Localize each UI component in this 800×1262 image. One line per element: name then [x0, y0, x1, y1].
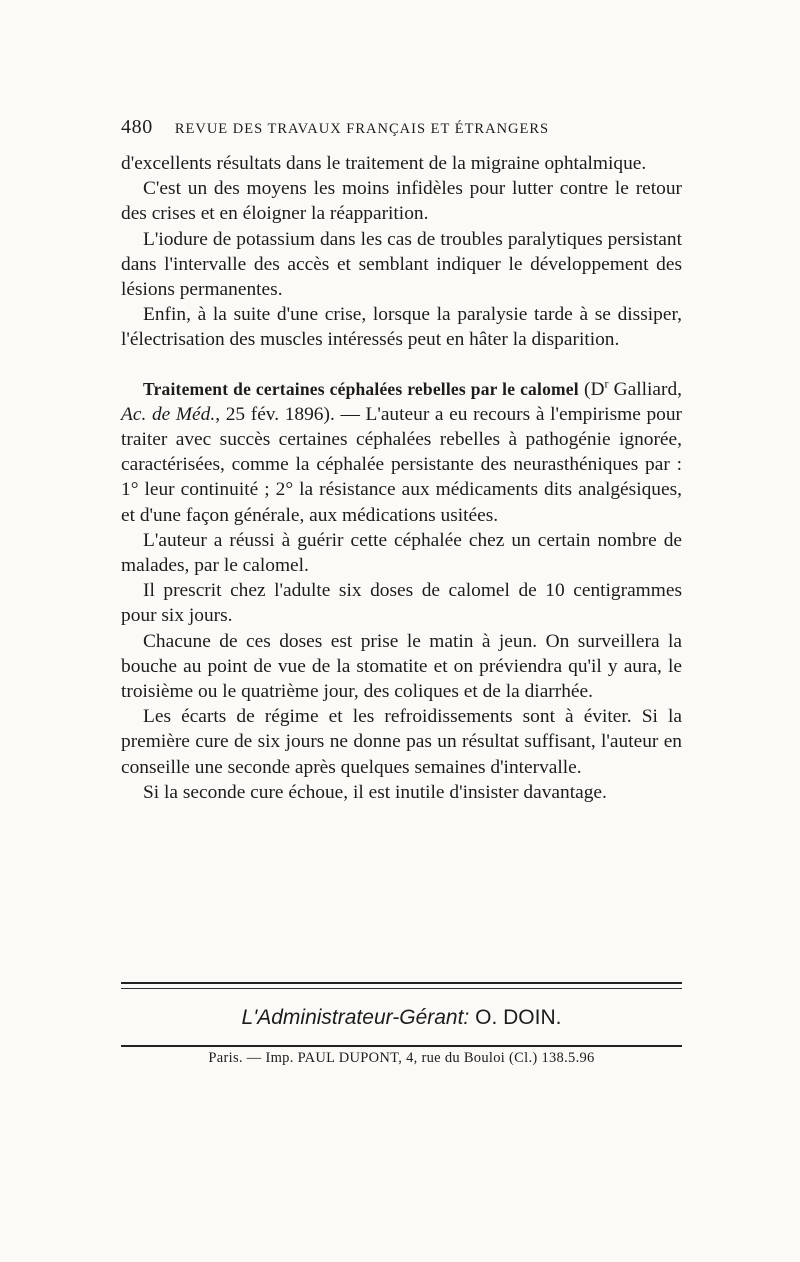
article-lead-paragraph — [121, 377, 682, 528]
section-gap — [121, 353, 682, 377]
paragraph: C'est un des moyens les moins infidèles pour lutter contre le retour des crises et en éloigner la réapparition. — [121, 178, 682, 225]
printer-imprint: Paris. — Imp. PAUL DUPONT, 4, rue du Bouloi (Cl.) 138.5.96 — [208, 1050, 595, 1066]
paragraph: d'excellents résultats dans le traitement de la migraine ophtalmique. — [121, 153, 647, 174]
article-title: Traitement de certaines céphalées rebelles par le calomel — [143, 378, 579, 399]
page-number: 480 — [121, 116, 153, 138]
paragraph: Chacune de ces doses est prise le matin à jeun. On surveillera la bouche au point de vue de la stomatite et on préviendra qu'il y aura, le troisième ou le quatrième jour, des coliques et de la diarrhée. — [121, 630, 682, 703]
divider-thin — [121, 988, 682, 989]
page-body — [121, 151, 682, 805]
paragraph: Enfin, à la suite d'une crise, lorsque la paralysie tarde à se dissiper, l'électrisation des muscles intéressés peut en hâter la disparition. — [121, 304, 682, 351]
citation-open: (D — [583, 378, 605, 400]
admin-name: O. DOIN. — [475, 1006, 562, 1029]
paragraph: L'iodure de potassium dans les cas de troubles paralytiques persistant dans l'intervalle des accès et semblant indiquer le développement des lésions permanentes. — [121, 228, 682, 301]
divider-thick — [121, 982, 682, 984]
citation-author: Galliard, — [608, 378, 682, 400]
paragraph: Il prescrit chez l'adulte six doses de calomel de 10 centigrammes pour six jours. — [121, 580, 682, 627]
paragraph: Si la seconde cure échoue, il est inutile d'insister davantage. — [143, 781, 607, 803]
paragraph: Les écarts de régime et les refroidissements sont à éviter. Si la première cure de six jours ne donne pas un résultat suffisant, l'auteur en conseille une seconde après quelques semaines d'intervalle. — [121, 706, 682, 778]
citation-superscript: r — [604, 376, 609, 391]
divider-footer — [121, 1045, 682, 1047]
running-title: REVUE DES TRAVAUX FRANÇAIS ET ÉTRANGERS — [174, 121, 550, 137]
citation-rest: , 25 fév. 1896). — L'auteur a eu recours à l'empirisme pour traiter avec succès certaines céphalées rebelles à pathogénie ignorée, caractérisées, comme la céphalée persistante des neurasthéniques par : 1° leur continuité ; 2° la résistance aux médicaments dits analgésiques, et d'une façon générale, aux médications usitées. — [121, 403, 682, 526]
page-header — [121, 116, 681, 139]
paragraph: L'auteur a réussi à guérir cette céphalée chez un certain nombre de malades, par le calomel. — [121, 529, 682, 577]
administrator-signature — [121, 1006, 682, 1030]
citation-journal: Ac. de Méd. — [121, 403, 216, 425]
admin-label: L'Administrateur-Gérant: — [241, 1006, 470, 1029]
